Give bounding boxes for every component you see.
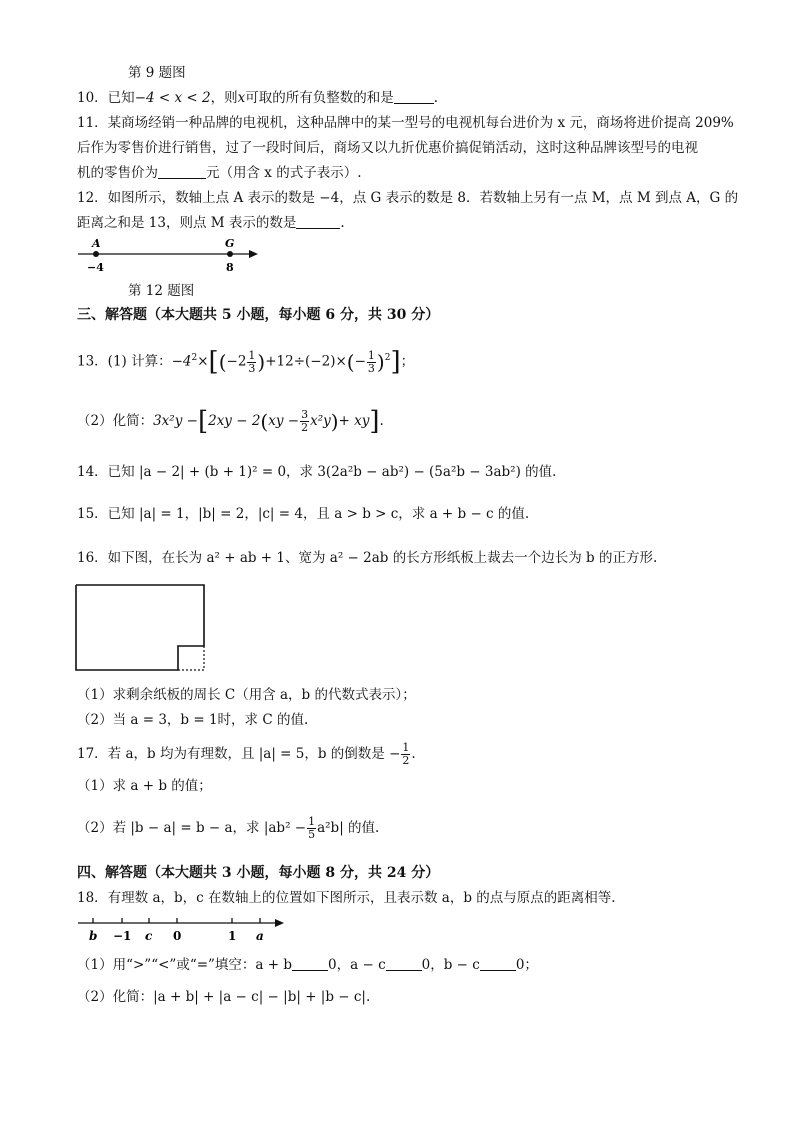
q17-part-2 [77, 814, 379, 842]
q16-rectangle-figure [74, 583, 208, 675]
q18-p1-c: 0，b − c [421, 957, 480, 973]
q13-part-1: 13．(1) 计算：$-4^2\times[(-2$ $\frac{1}{3}$ )+12÷(−2)×(− $\frac{1}{3}$ )$^2$]； [77, 347, 415, 377]
question-18: 18．有理数 a，b，c 在数轴上的位置如下图所示，且表示数 a，b 的点与原点的距离相等. [77, 890, 616, 906]
q11-line-2: 后作为零售价进行销售，过了一段时间后，商场又以九折优惠价搞促销活动，这时这种品牌该型号的电视 [77, 140, 698, 156]
q18-part-2: （2）化简：|a + b| + |a − c| − |b| + |b − c|. [77, 989, 371, 1005]
q13-p1-end: ； [400, 353, 415, 370]
question-16: 16．如下图，在长为 a² + ab + 1、宽为 a² − 2ab 的长方形纸板上裁去一个边长为 b 的正方形. [77, 550, 658, 566]
q13-p1-a: −4 [171, 353, 192, 370]
q18-blank-3[interactable] [480, 956, 516, 971]
point-g-value: 8 [226, 261, 234, 274]
q17-frac: $\frac{1}{2}$ [402, 741, 410, 767]
q13-p2-frac: $\frac{3}{2}$ [301, 408, 309, 434]
q18-p1-b: 0，a − c [328, 957, 386, 973]
q10-number: 10．已知 [77, 90, 135, 106]
q17-end: . [411, 746, 416, 762]
question-15: 15．已知 |a| = 1，|b| = 2，|c| = 4，且 a > b > c，求 a + b − c 的值. [77, 506, 530, 522]
q13-p1-e: − [354, 353, 366, 370]
tick-label-neg1: −1 [113, 929, 132, 943]
q11-answer-blank[interactable] [158, 164, 206, 179]
q18-part-1 [77, 956, 538, 974]
q10-var: x [237, 90, 246, 106]
tick-label-a: a [256, 929, 264, 943]
q13-p2-d: x²y [310, 413, 331, 429]
q13-p2-c: xy − [268, 413, 300, 429]
q13-p1-c: −2 [226, 353, 247, 370]
q13-p1-exp: 2 [191, 353, 198, 363]
section-3-heading: 三、解答题（本大题共 5 小题，每小题 6 分，共 30 分） [77, 307, 440, 323]
q12-line-2-text: 距离之和是 13，则点 M 表示的数是 [77, 215, 297, 231]
q11-line-3a: 机的零售价为 [77, 165, 158, 181]
q13-p2-b: 2xy − 2 [208, 413, 261, 429]
q18-number-line [74, 915, 289, 945]
q12-number-line [74, 237, 264, 277]
q11-line-3b: 元（用含 x 的式子表示）. [206, 165, 362, 181]
q13-p2-end: . [379, 413, 384, 429]
q13-p1-times: × [197, 353, 209, 370]
point-a-label: A [92, 237, 101, 250]
q13-p1-d: +12÷(−2)× [265, 353, 347, 370]
tick-label-c: c [145, 929, 153, 943]
q10-answer-blank[interactable] [394, 89, 434, 104]
q12-line-1: 12．如图所示，数轴上点 A 表示的数是 −4，点 G 表示的数是 8．若数轴上另有一点 M，点 M 到点 A，G 的 [77, 190, 739, 206]
q10-text: ，则 [210, 90, 238, 106]
figure-9-caption: 第 9 题图 [128, 65, 186, 81]
tick-label-b: b [89, 929, 98, 943]
point-g-label: G [225, 237, 235, 250]
q13-p1-frac2: $\frac{1}{3}$ [367, 348, 375, 375]
q17-p2-b: a²b| 的值. [317, 820, 380, 836]
q12-answer-blank[interactable] [296, 214, 340, 229]
question-17 [77, 740, 416, 768]
q10-text2: 可取的所有负整数的和是 [245, 90, 394, 106]
q11-line-3 [77, 164, 362, 182]
q17-part-1: （1）求 a + b 的值； [77, 778, 212, 794]
q17-text: 17．若 a，b 均为有理数，且 |a| = 5，b 的倒数是 − [77, 746, 401, 762]
q12-line-2: 距离之和是 13，则点 M 表示的数是 . [77, 215, 345, 231]
q13-p2-e: + xy [338, 413, 370, 429]
q16-part-2: （2）当 a = 3，b = 1时，求 C 的值. [77, 712, 309, 728]
q11-line-1: 11．某商场经销一种品牌的电视机，这种品牌中的某一型号的电视机每台进价为 x 元，商场将进价提高 209% [77, 115, 734, 131]
point-g-marker [227, 251, 233, 257]
q17-p2-frac: $\frac{1}{5}$ [308, 815, 316, 841]
q17-p2-a: （2）若 |b − a| = b − a，求 |ab² − [77, 820, 307, 836]
q13-part-2: （2）化简：3x²y −[2xy − 2(xy − $\frac{3}{2}$ x²y)+ xy]. [77, 406, 384, 437]
q18-p1-a: （1）用“>”“<”或“=”填空：a + b [77, 957, 293, 973]
tick-label-1: 1 [228, 929, 237, 943]
point-a-marker [93, 251, 99, 257]
question-14: 14．已知 |a − 2| + (b + 1)² = 0，求 3(2a²b − ab²) − (5a²b − 3ab²) 的值. [77, 464, 557, 480]
q13-p1-label: 13．(1) 计算： [77, 353, 172, 370]
point-a-value: −4 [87, 261, 104, 274]
q18-p1-d: 0； [515, 957, 538, 973]
q13-p2-a: 3x²y − [153, 413, 198, 429]
q16-part-1: （1）求剩余纸板的周长 C（用含 a，b 的代数式表示）； [77, 687, 416, 703]
q18-blank-1[interactable] [292, 956, 328, 971]
section-4-heading: 四、解答题（本大题共 3 小题，每小题 8 分，共 24 分） [77, 865, 440, 881]
q10-inequality: −4 < x < 2 [134, 90, 211, 106]
q18-blank-2[interactable] [386, 956, 422, 971]
question-10: 10．已知−4 < x < 2，则x可取的所有负整数的和是 . [77, 90, 439, 106]
tick-label-0: 0 [173, 929, 182, 943]
q13-p2-label: （2）化简： [77, 413, 154, 429]
q13-p1-frac1: $\frac{1}{3}$ [248, 348, 256, 375]
figure-12-caption: 第 12 题图 [128, 283, 195, 299]
